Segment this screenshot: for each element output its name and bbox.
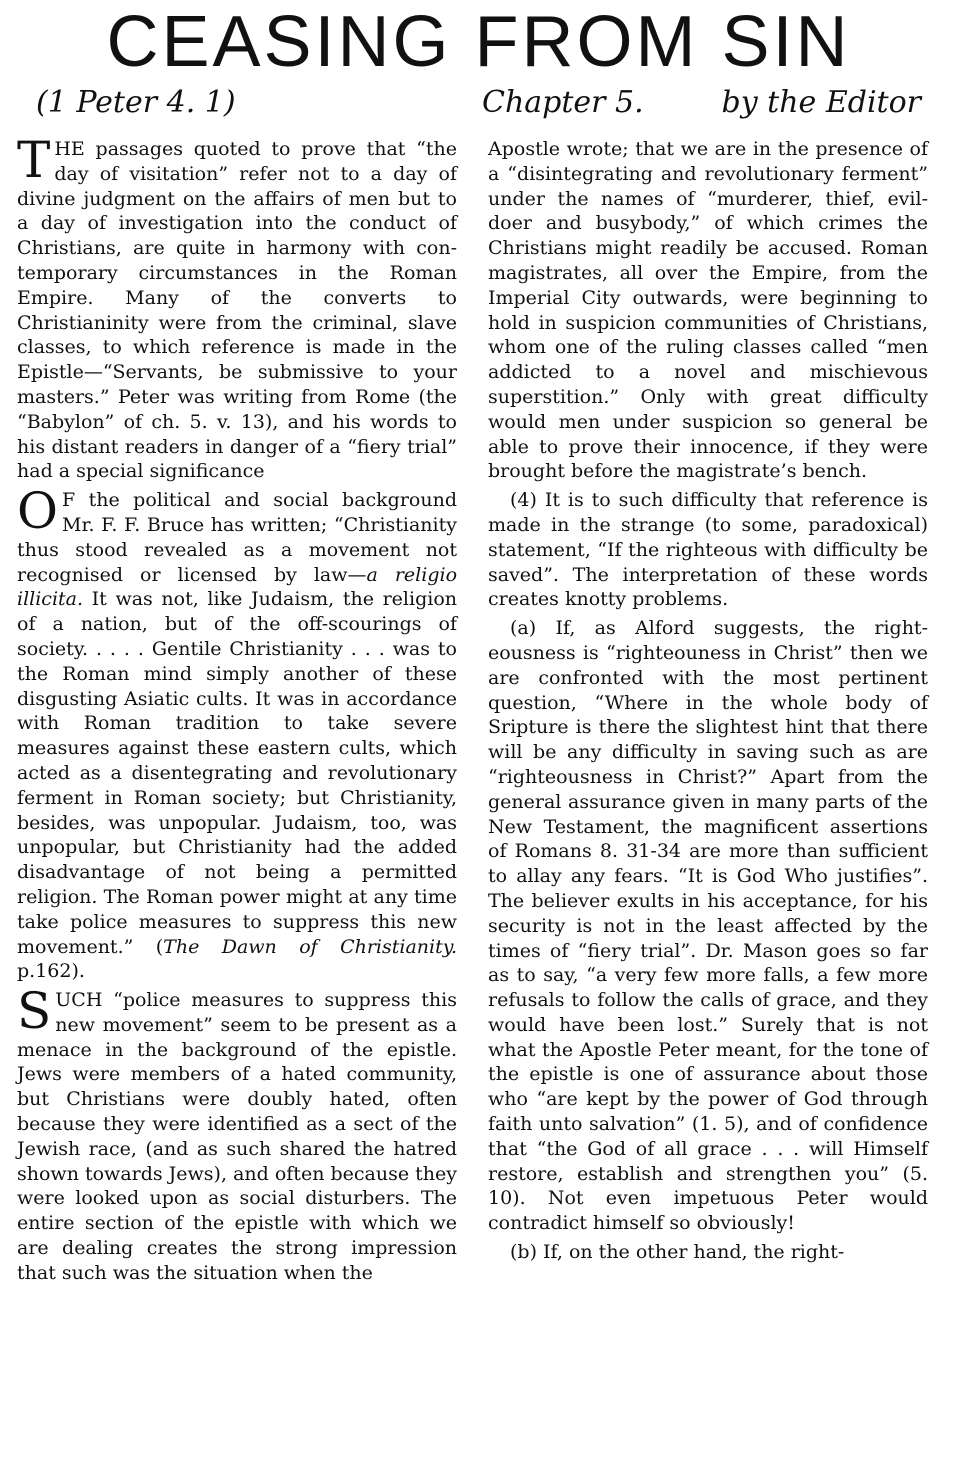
chapter-label: Chapter 5.: [482, 85, 644, 120]
article-subtitle: [36, 84, 921, 122]
author-byline: by the Editor: [721, 85, 921, 120]
paragraph: (a) If, as Alford suggests, the righteousness is “righteouness in Christ” then we are confronted with the most pertinent question, “Where in the whole body of Sripture is there the slightest hint that there will be any difficulty in saving such as are “righteousness in Christ?” Apart from the general assurance given in many parts of the New Testament, the magnificent assertions of Romans 8. 31-34 are more than sufficient to allay any fears. “It is God Who justifies”. The believer exults in his acceptance, for his security is not in the least affected by the times of “fiery trial”. Dr. Mason goes so far as to say, “a very few more falls, a few more refusals to follow the calls of grace, and they would have been lost.” Surely that is not what the Apostle Peter meant, for the tone of the epistle is one of assurance about those who “are kept by the power of God through faith unto salvation” (1. 5), and of confidence that “the God of all grace . . . will Himself restore, establish and strengthen you” (5. 10). Not even impetuous Peter would contradict himself so obviously!: [488, 617, 928, 1235]
emphasis-text: a religio illicita.: [17, 563, 458, 611]
right-column: [488, 137, 928, 1265]
article-title: CEASING FROM SIN: [106, 2, 851, 82]
paragraph: [17, 982, 457, 1286]
paragraph-text: It was not, like Judaism, the religion of a nation, but of the off-scourings of society. . . . . Gentile Christianity . . . was to the Roman mind simply another of these disgusting Asiatic cults. It was in accordance with Roman tradition to take severe measures against these eastern cults, which acted as a disentegrating and revolutionary ferment in Roman society; but Christianity, besides, was unpopular. Judaism, too, was unpopular, but Christianity had the added disadvantage of not being a permitted religion. The Roman power might at any time take police measures to suppress this new movement.” (: [17, 588, 457, 958]
paragraph-text: HE passages quoted to prove that “the day of visitation” refer not to a day of divine judgment on the affairs of men but to a day of investigation into the conduct of Christians, are quite in harmony with contemporary circumstances in the Roman Empire. Many of the converts to Christianinity were from the criminal, slave classes, to which reference is made in the Epistle—“Servants, be submissive to your masters.” Peter was writing from Rome (the “Babylon” of ch. 5. v. 13), and his words to his distant readers in danger of a “fiery trial” had a special significance: [17, 138, 457, 483]
book-citation: The Dawn of Christianity.: [163, 935, 457, 958]
paragraph-text: UCH “police measures to suppress this new movement” seem to be present as a menace in the background of the epistle. Jews were members of a hated community, but Christians were doubly hated, often because they were identified as a sect of the Jewish race, (and as such shared the hatred shown towards Jews), and often because they were looked upon as social disturbers. The entire section of the epistle with which we are dealing creates the strong impression that such was the situation when the: [17, 989, 457, 1284]
scripture-reference: (1 Peter 4. 1): [36, 85, 236, 120]
page-citation: p.162).: [17, 960, 85, 983]
paragraph: Apostle wrote; that we are in the presence of a “disintegrating and revolutionary ferment” under the names of “murderer, thief, evil-doer and busybody,” of which crimes the Christians might readily be accused. Roman magistrates, all over the Empire, from the Imperial City outwards, were beginning to hold in suspicion communities of Christians, whom one of the ruling classes called “men addicted to a novel and mischievous superstition.” Only with great difficulty would men under suspicion so general be able to prove their innocence, if they were brought before the magistrate’s bench.: [488, 138, 928, 483]
drop-cap: T: [17, 131, 51, 189]
drop-cap: S: [17, 982, 52, 1041]
paragraph: (b) If, on the other hand, the right-: [510, 1241, 845, 1264]
paragraph: [17, 482, 458, 984]
left-column: [17, 131, 458, 1286]
drop-cap: O: [17, 482, 58, 541]
paragraph-text: F the political and social background Mr. F. F. Bruce has written; “Christianity thus stood revealed as a movement not recognised or licensed by law—: [17, 489, 457, 586]
paragraph: (4) It is to such difficulty that reference is made in the strange (to some, paradoxical) statement, “If the righteous with difficulty be saved”. The interpretation of these words creates knotty problems.: [488, 489, 928, 611]
paragraph: [17, 131, 457, 484]
